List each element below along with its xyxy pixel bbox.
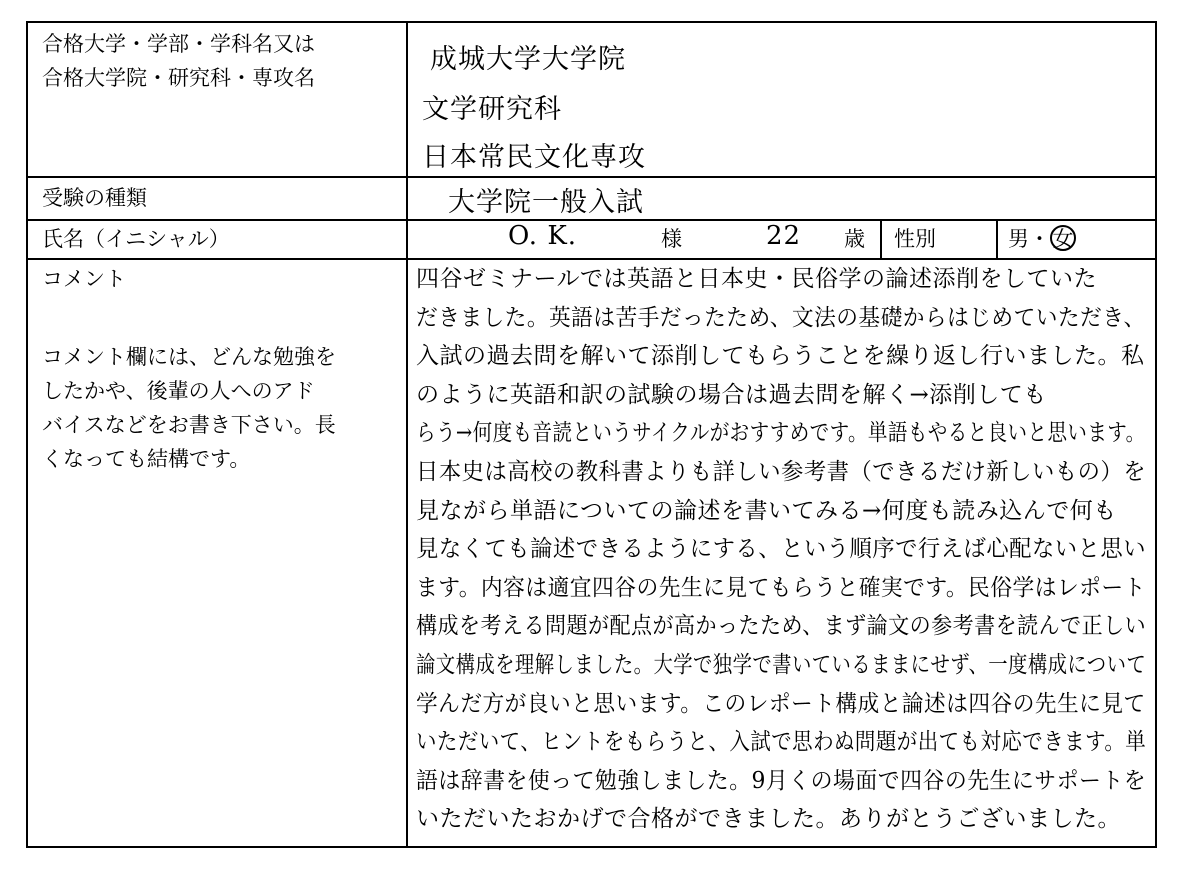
- gender-options: [1008, 224, 1076, 254]
- comment-line: のように英語和訳の試験の場合は過去問を解く→添削しても: [416, 381, 1047, 408]
- comment-line: 見なくても論述できるようにする、という順序で行えば心配ないと思い: [416, 536, 1146, 563]
- school-label-line1: 合格大学・学部・学科名又は: [42, 32, 315, 56]
- gender-female-circled: 女: [1050, 225, 1076, 251]
- name-initials: O. K.: [508, 221, 578, 251]
- comment-line: 構成を考える問題が配点が高かったため、まず論文の参考書を読んで正しい: [416, 613, 1147, 640]
- comment-line: 論文構成を理解しました。大学で独学で書いているままにせず、一度構成について: [416, 652, 1147, 678]
- comment-line: らう→何度も音読というサイクルがおすすめです。単語もやると良いと思います。: [416, 420, 1146, 447]
- comment-line: 日本史は高校の教科書よりも詳しい参考書（できるだけ新しいもの）を: [416, 459, 1146, 485]
- column-divider: [996, 221, 998, 258]
- column-divider: [406, 221, 408, 258]
- application-form: [26, 21, 1157, 848]
- comment-line: 四谷ゼミナールでは英語と日本史・民俗学の論述添削をしていた: [416, 266, 1098, 292]
- school-label-line2: 合格大学院・研究科・専攻名: [42, 66, 315, 90]
- age-value: 22: [766, 221, 802, 251]
- exam-type-label: 受験の種類: [42, 186, 147, 210]
- comment-line: だきました。英語は苦手だったため、文法の基礎からはじめていただき、: [416, 304, 1146, 331]
- column-divider: [880, 221, 882, 258]
- comment-line: いただいたおかげで合格ができました。ありがとうございました。: [416, 806, 1121, 833]
- comment-instruction: コメント欄には、どんな勉強を したかや、後輩の人へのアド バイスなどをお書き下さい。長 くなっても結構です。: [42, 345, 336, 471]
- exam-type-row: [28, 176, 1155, 219]
- major-name: 日本常民文化専攻: [422, 142, 646, 173]
- comment-row: [28, 258, 1155, 848]
- comment-line: 見ながら単語についての論述を書いてみる→何度も読み込んで何も: [416, 497, 1117, 524]
- gender-separator: ・: [1029, 227, 1050, 251]
- comment-line: 入試の過去問を解いて添削してもらうことを繰り返し行いました。私: [416, 343, 1145, 370]
- comment-line: ます。内容は適宜四谷の先生に見てもらうと確実です。民俗学はレポート: [416, 574, 1146, 601]
- comment-line: いただいて、ヒントをもらうと、入試で思わぬ問題が出ても対応できます。単: [416, 729, 1147, 756]
- honorific: 様: [661, 227, 682, 251]
- gender-label: 性別: [894, 227, 936, 251]
- name-row: [28, 219, 1155, 258]
- gender-male: 男: [1008, 227, 1029, 251]
- column-divider: [406, 23, 408, 176]
- school-name: 成城大学大学院: [430, 44, 626, 75]
- exam-type-value: 大学院一般入試: [448, 187, 644, 218]
- age-unit: 歳: [844, 227, 865, 251]
- comment-line: 学んだ方が良いと思います。このレポート構成と論述は四谷の先生に見て: [416, 690, 1146, 717]
- comment-label: コメント: [42, 267, 126, 291]
- name-label: 氏名（イニシャル）: [42, 227, 230, 251]
- comment-body: [408, 260, 1153, 848]
- graduate-school-name: 文学研究科: [422, 94, 562, 125]
- school-row: [28, 23, 1155, 176]
- column-divider: [406, 178, 408, 219]
- comment-line: 語は辞書を使って勉強しました。9月くの場面で四谷の先生にサポートを: [416, 767, 1147, 794]
